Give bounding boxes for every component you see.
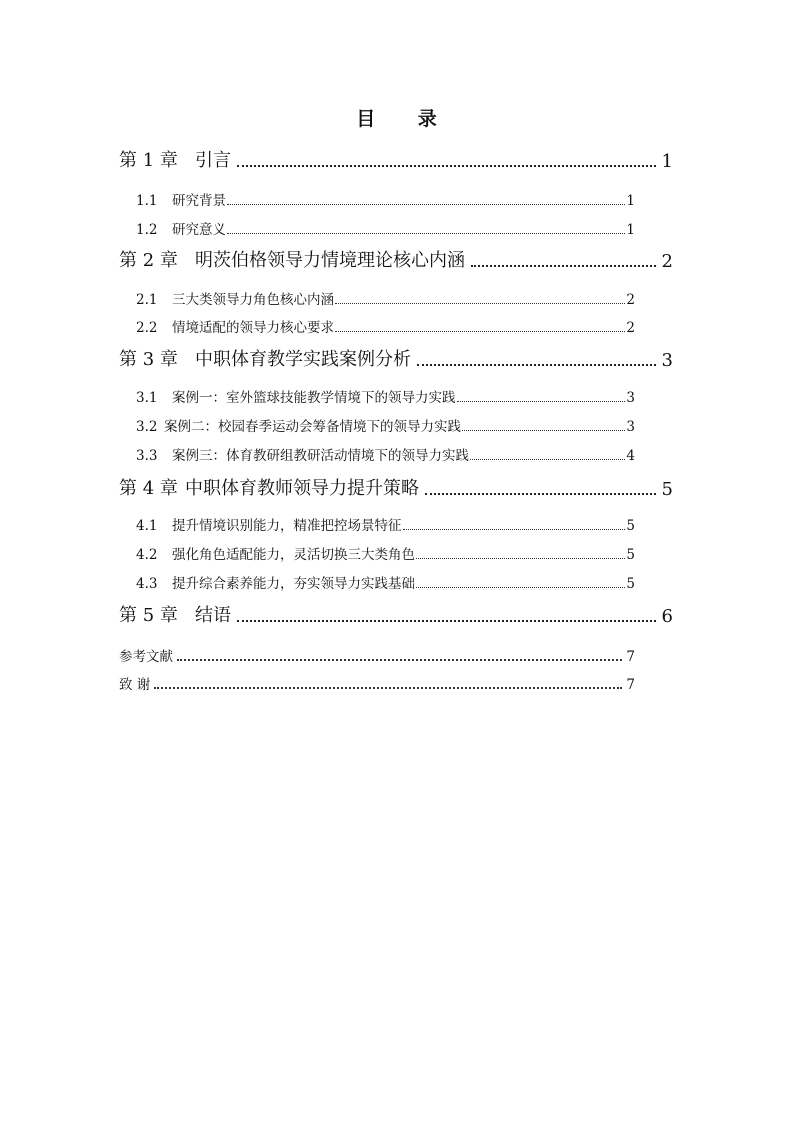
dot-leader <box>177 659 622 661</box>
section-number: 3.3 <box>136 448 158 464</box>
page-number: 7 <box>626 649 635 665</box>
toc-section-3-1[interactable] <box>136 386 635 406</box>
page-number: 2 <box>661 251 673 272</box>
dot-leader <box>417 364 656 366</box>
toc-acknowledgements[interactable] <box>119 673 635 693</box>
entry-title: 案例三：体育教研组教研活动情境下的领导力实践 <box>172 448 469 464</box>
page-number: 7 <box>626 677 635 693</box>
entry-title: 案例一：室外篮球技能教学情境下的领导力实践 <box>172 390 456 406</box>
entry-title: 强化角色适配能力，灵活切换三大类角色 <box>172 547 415 563</box>
section-number: 1.2 <box>136 222 158 238</box>
dot-leader <box>457 401 626 402</box>
chapter-number: 第 1 章 <box>119 150 178 171</box>
dot-leader <box>335 303 625 304</box>
page-number: 3 <box>626 419 635 435</box>
toc-chapter-1[interactable] <box>119 146 673 172</box>
page-number: 5 <box>626 547 635 563</box>
entry-title: 提升综合素养能力，夯实领导力实践基础 <box>172 576 415 592</box>
toc-chapter-4[interactable] <box>119 474 673 500</box>
dot-leader <box>425 493 656 495</box>
toc-references[interactable] <box>119 645 635 665</box>
entry-title: 明茨伯格领导力情境理论核心内涵 <box>195 250 465 271</box>
entry-title: 研究意义 <box>172 222 226 238</box>
dot-leader <box>237 165 656 167</box>
page-number: 1 <box>626 193 635 209</box>
page-number: 3 <box>626 390 635 406</box>
toc-section-2-2[interactable] <box>136 316 635 336</box>
entry-title: 中职体育教师领导力提升策略 <box>185 478 419 499</box>
toc-section-2-1[interactable] <box>136 288 635 308</box>
toc-section-1-1[interactable] <box>136 189 635 209</box>
chapter-number: 第 4 章 <box>119 478 178 499</box>
dot-leader <box>237 620 656 622</box>
section-number: 4.2 <box>136 547 158 563</box>
entry-title: 参考文献 <box>119 649 173 665</box>
entry-title: 三大类领导力角色核心内涵 <box>172 292 334 308</box>
section-number: 1.1 <box>136 193 158 209</box>
section-number: 2.1 <box>136 292 158 308</box>
toc-section-4-1[interactable] <box>136 514 635 534</box>
dot-leader <box>227 233 625 234</box>
entry-title: 提升情境识别能力，精准把控场景特征 <box>172 518 402 534</box>
page-number: 3 <box>661 350 673 371</box>
page-number: 5 <box>626 518 635 534</box>
entry-title: 案例二：校园春季运动会筹备情境下的领导力实践 <box>164 419 461 435</box>
dot-leader <box>154 687 622 689</box>
entry-title: 中职体育教学实践案例分析 <box>195 349 411 370</box>
section-number: 3.1 <box>136 390 158 406</box>
dot-leader <box>471 265 656 267</box>
dot-leader <box>416 558 625 559</box>
toc-section-4-2[interactable] <box>136 543 635 563</box>
dot-leader <box>416 587 625 588</box>
page-number: 2 <box>626 320 635 336</box>
page-number: 1 <box>661 151 673 172</box>
section-number: 4.1 <box>136 518 158 534</box>
entry-title: 引言 <box>195 150 231 171</box>
toc-chapter-2[interactable] <box>119 246 673 272</box>
entry-title: 情境适配的领导力核心要求 <box>172 320 334 336</box>
entry-title: 致 谢 <box>119 677 151 693</box>
dot-leader <box>227 204 625 205</box>
page-number: 2 <box>626 292 635 308</box>
dot-leader <box>335 331 625 332</box>
section-number: 4.3 <box>136 576 158 592</box>
toc-section-1-2[interactable] <box>136 218 635 238</box>
dot-leader <box>403 529 626 530</box>
toc-title: 目 录 <box>356 108 455 130</box>
toc-chapter-5[interactable] <box>119 601 673 627</box>
chapter-number: 第 2 章 <box>119 250 178 271</box>
toc-chapter-3[interactable] <box>119 345 673 371</box>
entry-title: 研究背景 <box>172 193 226 209</box>
dot-leader <box>470 459 625 460</box>
section-number: 3.2 <box>136 419 158 435</box>
dot-leader <box>462 430 625 431</box>
section-number: 2.2 <box>136 320 158 336</box>
chapter-number: 第 5 章 <box>119 605 178 626</box>
toc-section-3-2[interactable] <box>136 415 635 435</box>
page-number: 6 <box>661 606 673 627</box>
entry-title: 结语 <box>195 605 231 626</box>
toc-section-4-3[interactable] <box>136 572 635 592</box>
toc-section-3-3[interactable] <box>136 444 635 464</box>
page-number: 5 <box>661 479 673 500</box>
page-number: 4 <box>626 448 635 464</box>
page-number: 1 <box>626 222 635 238</box>
chapter-number: 第 3 章 <box>119 349 178 370</box>
page-number: 5 <box>626 576 635 592</box>
